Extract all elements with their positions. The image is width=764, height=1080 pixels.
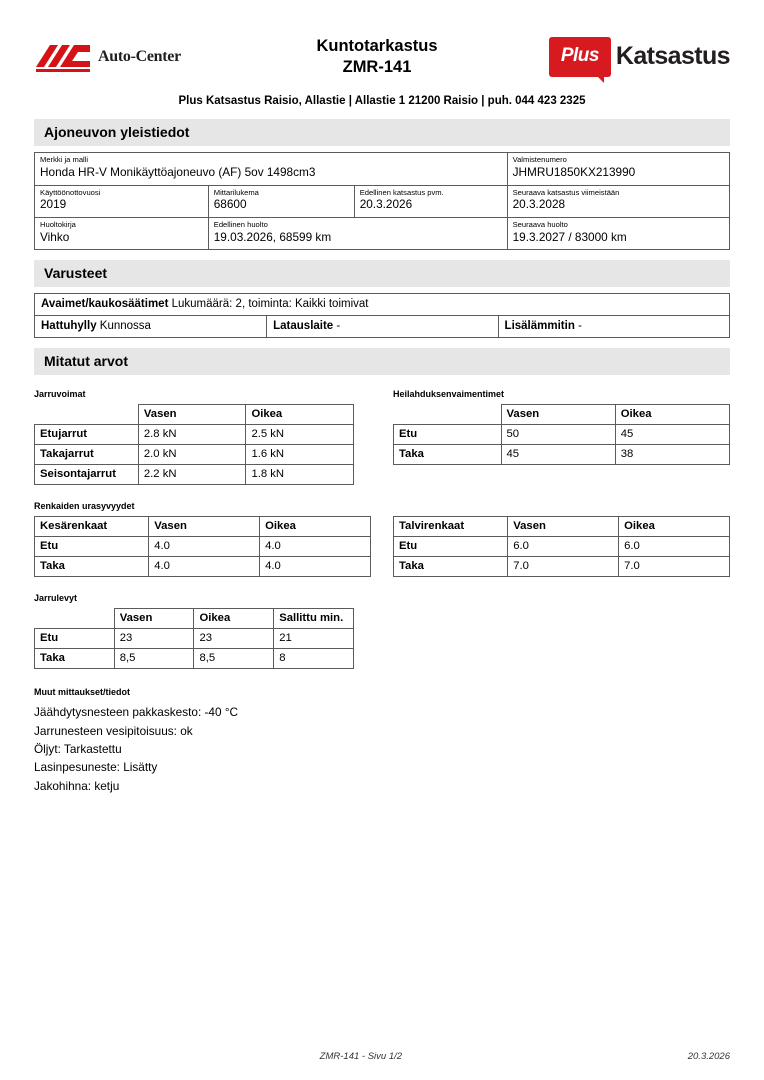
table-row	[35, 537, 371, 557]
cell-left: 50	[501, 425, 615, 445]
header-tyre-type: Kesärenkaat	[35, 517, 149, 537]
section-header-measured: Mitatut arvot	[34, 348, 730, 375]
value-heater: -	[578, 320, 582, 333]
row-label: Etu	[35, 629, 115, 649]
footer-page-info: ZMR-141 - Sivu 1/2	[319, 1051, 403, 1062]
header-left: Vasen	[149, 517, 260, 537]
cell-right: 1.8 kN	[246, 465, 354, 485]
cell-make	[35, 153, 508, 185]
table-row	[35, 294, 730, 316]
list-item: Öljyt: Tarkastettu	[34, 742, 122, 757]
label-next-service: Seuraava huolto	[512, 220, 568, 230]
list-item: Jarrunesteen vesipitoisuus: ok	[34, 723, 193, 738]
label-next-inspection: Seuraava katsastus viimeistään	[512, 187, 620, 197]
cell-left: 4.0	[149, 537, 260, 557]
value-prev-inspection: 20.3.2026	[359, 197, 413, 212]
plus-badge-icon	[549, 37, 611, 77]
cell-prev-service	[208, 218, 507, 250]
cell-hatshelf	[35, 316, 267, 338]
table-header-row	[394, 405, 730, 425]
caption-brake-discs: Jarrulevyt	[34, 593, 78, 604]
header-right: Oikea	[619, 517, 730, 537]
table-row	[35, 316, 730, 338]
cell-heater	[498, 316, 729, 338]
label-hatshelf: Hattuhylly	[41, 320, 97, 333]
table-row	[35, 153, 730, 185]
caption-other-measurements: Muut mittaukset/tiedot	[34, 687, 130, 698]
table-row	[394, 557, 730, 577]
other-measurements-list	[34, 703, 730, 794]
document-header	[34, 36, 730, 77]
general-info-table	[34, 152, 730, 250]
table-row	[35, 557, 371, 577]
cell-prev-inspection	[354, 185, 507, 217]
table-header-row	[35, 517, 371, 537]
list-item: Lasinpesuneste: Lisätty	[34, 760, 158, 775]
table-row	[35, 218, 730, 250]
page-footer	[34, 1051, 730, 1062]
header-right: Oikea	[246, 405, 354, 425]
table-row	[35, 445, 354, 465]
row-label: Etu	[394, 537, 508, 557]
label-odometer: Mittarilukema	[213, 187, 259, 197]
auto-center-logo	[34, 41, 224, 73]
label-vin: Valmistenumero	[512, 155, 567, 165]
title-line-1: Kuntotarkastus	[316, 37, 438, 55]
row-label: Etujarrut	[35, 425, 139, 445]
row-label: Taka	[35, 557, 149, 577]
cell-right: 4.0	[260, 537, 371, 557]
header-tyre-type: Talvirenkaat	[394, 517, 508, 537]
label-servicebook: Huoltokirja	[40, 220, 76, 230]
value-charger: -	[336, 320, 341, 333]
cell-servicebook	[35, 218, 209, 250]
label-make: Merkki ja malli	[40, 155, 89, 165]
katsastus-wordmark: Katsastus	[615, 42, 730, 71]
header-right: Oikea	[260, 517, 371, 537]
table-row	[394, 537, 730, 557]
cell-next-service	[507, 218, 729, 250]
row-label: Taka	[394, 557, 508, 577]
station-info: Plus Katsastus Raisio, Allastie | Allastie 1 21200 Raisio | puh. 044 423 2325	[178, 95, 586, 108]
value-next-service: 19.3.2027 / 83000 km	[512, 229, 627, 244]
table-row	[394, 445, 730, 465]
list-item: Jäähdytysnesteen pakkaskesto: -40 °C	[34, 705, 239, 720]
value-hatshelf: Kunnossa	[99, 320, 151, 333]
header-left: Vasen	[508, 517, 619, 537]
cell-charger	[267, 316, 498, 338]
header-right: Oikea	[615, 405, 729, 425]
cell-left: 6.0	[508, 537, 619, 557]
table-row	[35, 465, 354, 485]
shock-absorbers-block	[393, 389, 730, 485]
header-empty	[35, 609, 115, 629]
value-make: Honda HR-V Monikäyttöajoneuvo (AF) 5ov 1498cm3	[40, 164, 316, 179]
cell-next-inspection	[507, 185, 729, 217]
cell-right: 7.0	[619, 557, 730, 577]
brake-forces-block	[34, 389, 371, 485]
table-header-row	[35, 609, 354, 629]
header-allowed-min: Sallittu min.	[274, 609, 354, 629]
value-vin: JHMRU1850KX213990	[512, 164, 636, 179]
section-header-general: Ajoneuvon yleistiedot	[34, 119, 730, 146]
header-empty	[35, 405, 139, 425]
cell-keys	[35, 294, 730, 316]
cell-left: 45	[501, 445, 615, 465]
page-title	[224, 36, 530, 77]
value-servicebook: Vihko	[40, 229, 70, 244]
cell-allowed-min: 21	[274, 629, 354, 649]
ac-logo-icon	[34, 41, 92, 73]
auto-center-wordmark: Auto-Center	[98, 47, 181, 65]
table-row	[35, 629, 354, 649]
label-charger: Latauslaite	[273, 320, 334, 333]
value-year: 2019	[40, 197, 67, 212]
header-left: Vasen	[114, 609, 194, 629]
cell-left: 8,5	[114, 649, 194, 669]
cell-right: 2.5 kN	[246, 425, 354, 445]
table-row	[35, 425, 354, 445]
winter-tyres-block	[393, 516, 730, 577]
header-right: Oikea	[194, 609, 274, 629]
cell-right: 4.0	[260, 557, 371, 577]
caption-shock-absorbers: Heilahduksenvaimentimet	[393, 389, 505, 400]
label-year: Käyttöönottovuosi	[40, 187, 101, 197]
table-row	[35, 649, 354, 669]
brake-discs-table	[34, 608, 354, 669]
value-next-inspection: 20.3.2028	[512, 197, 566, 212]
cell-right: 1.6 kN	[246, 445, 354, 465]
title-line-2: ZMR-141	[342, 57, 412, 76]
cell-left: 7.0	[508, 557, 619, 577]
cell-left: 2.0 kN	[138, 445, 246, 465]
cell-left: 23	[114, 629, 194, 649]
header-left: Vasen	[138, 405, 246, 425]
row-label: Etu	[394, 425, 502, 445]
label-prev-inspection: Edellinen katsastus pvm.	[359, 187, 444, 197]
table-header-row	[394, 517, 730, 537]
cell-right: 23	[194, 629, 274, 649]
cell-odometer	[208, 185, 354, 217]
label-prev-service: Edellinen huolto	[213, 220, 268, 230]
row-label: Takajarrut	[35, 445, 139, 465]
row-label: Taka	[394, 445, 502, 465]
cell-allowed-min: 8	[274, 649, 354, 669]
cell-left: 2.2 kN	[138, 465, 246, 485]
cell-right: 45	[615, 425, 729, 445]
table-header-row	[35, 405, 354, 425]
cell-year	[35, 185, 209, 217]
label-heater: Lisälämmitin	[504, 320, 575, 333]
value-keys: Lukumäärä: 2, toiminta: Kaikki toimivat	[171, 298, 369, 311]
plus-katsastus-logo	[530, 37, 730, 77]
caption-tyre-depths: Renkaiden urasyvyydet	[34, 501, 135, 512]
caption-brake-forces: Jarruvoimat	[34, 389, 86, 400]
footer-date: 20.3.2026	[687, 1051, 730, 1062]
header-left: Vasen	[501, 405, 615, 425]
measured-values-block	[34, 389, 730, 794]
cell-left: 4.0	[149, 557, 260, 577]
list-item: Jakohihna: ketju	[34, 778, 120, 793]
cell-right: 38	[615, 445, 729, 465]
equipment-table	[34, 293, 730, 338]
plus-badge-label: Plus	[560, 44, 599, 66]
header-empty	[394, 405, 502, 425]
table-row	[35, 185, 730, 217]
value-odometer: 68600	[213, 197, 247, 212]
winter-tyres-table	[393, 516, 730, 577]
summer-tyres-table	[34, 516, 371, 577]
plus-badge-pointer	[595, 74, 604, 83]
summer-tyres-block	[34, 516, 371, 577]
shock-absorbers-table	[393, 404, 730, 465]
cell-vin	[507, 153, 729, 185]
row-label: Taka	[35, 649, 115, 669]
section-header-equipment: Varusteet	[34, 260, 730, 287]
brake-forces-table	[34, 404, 354, 485]
value-prev-service: 19.03.2026, 68599 km	[213, 229, 332, 244]
label-keys: Avaimet/kaukosäätimet	[41, 298, 169, 311]
table-row	[394, 425, 730, 445]
cell-left: 2.8 kN	[138, 425, 246, 445]
cell-right: 8,5	[194, 649, 274, 669]
row-label: Etu	[35, 537, 149, 557]
row-label: Seisontajarrut	[35, 465, 139, 485]
cell-right: 6.0	[619, 537, 730, 557]
